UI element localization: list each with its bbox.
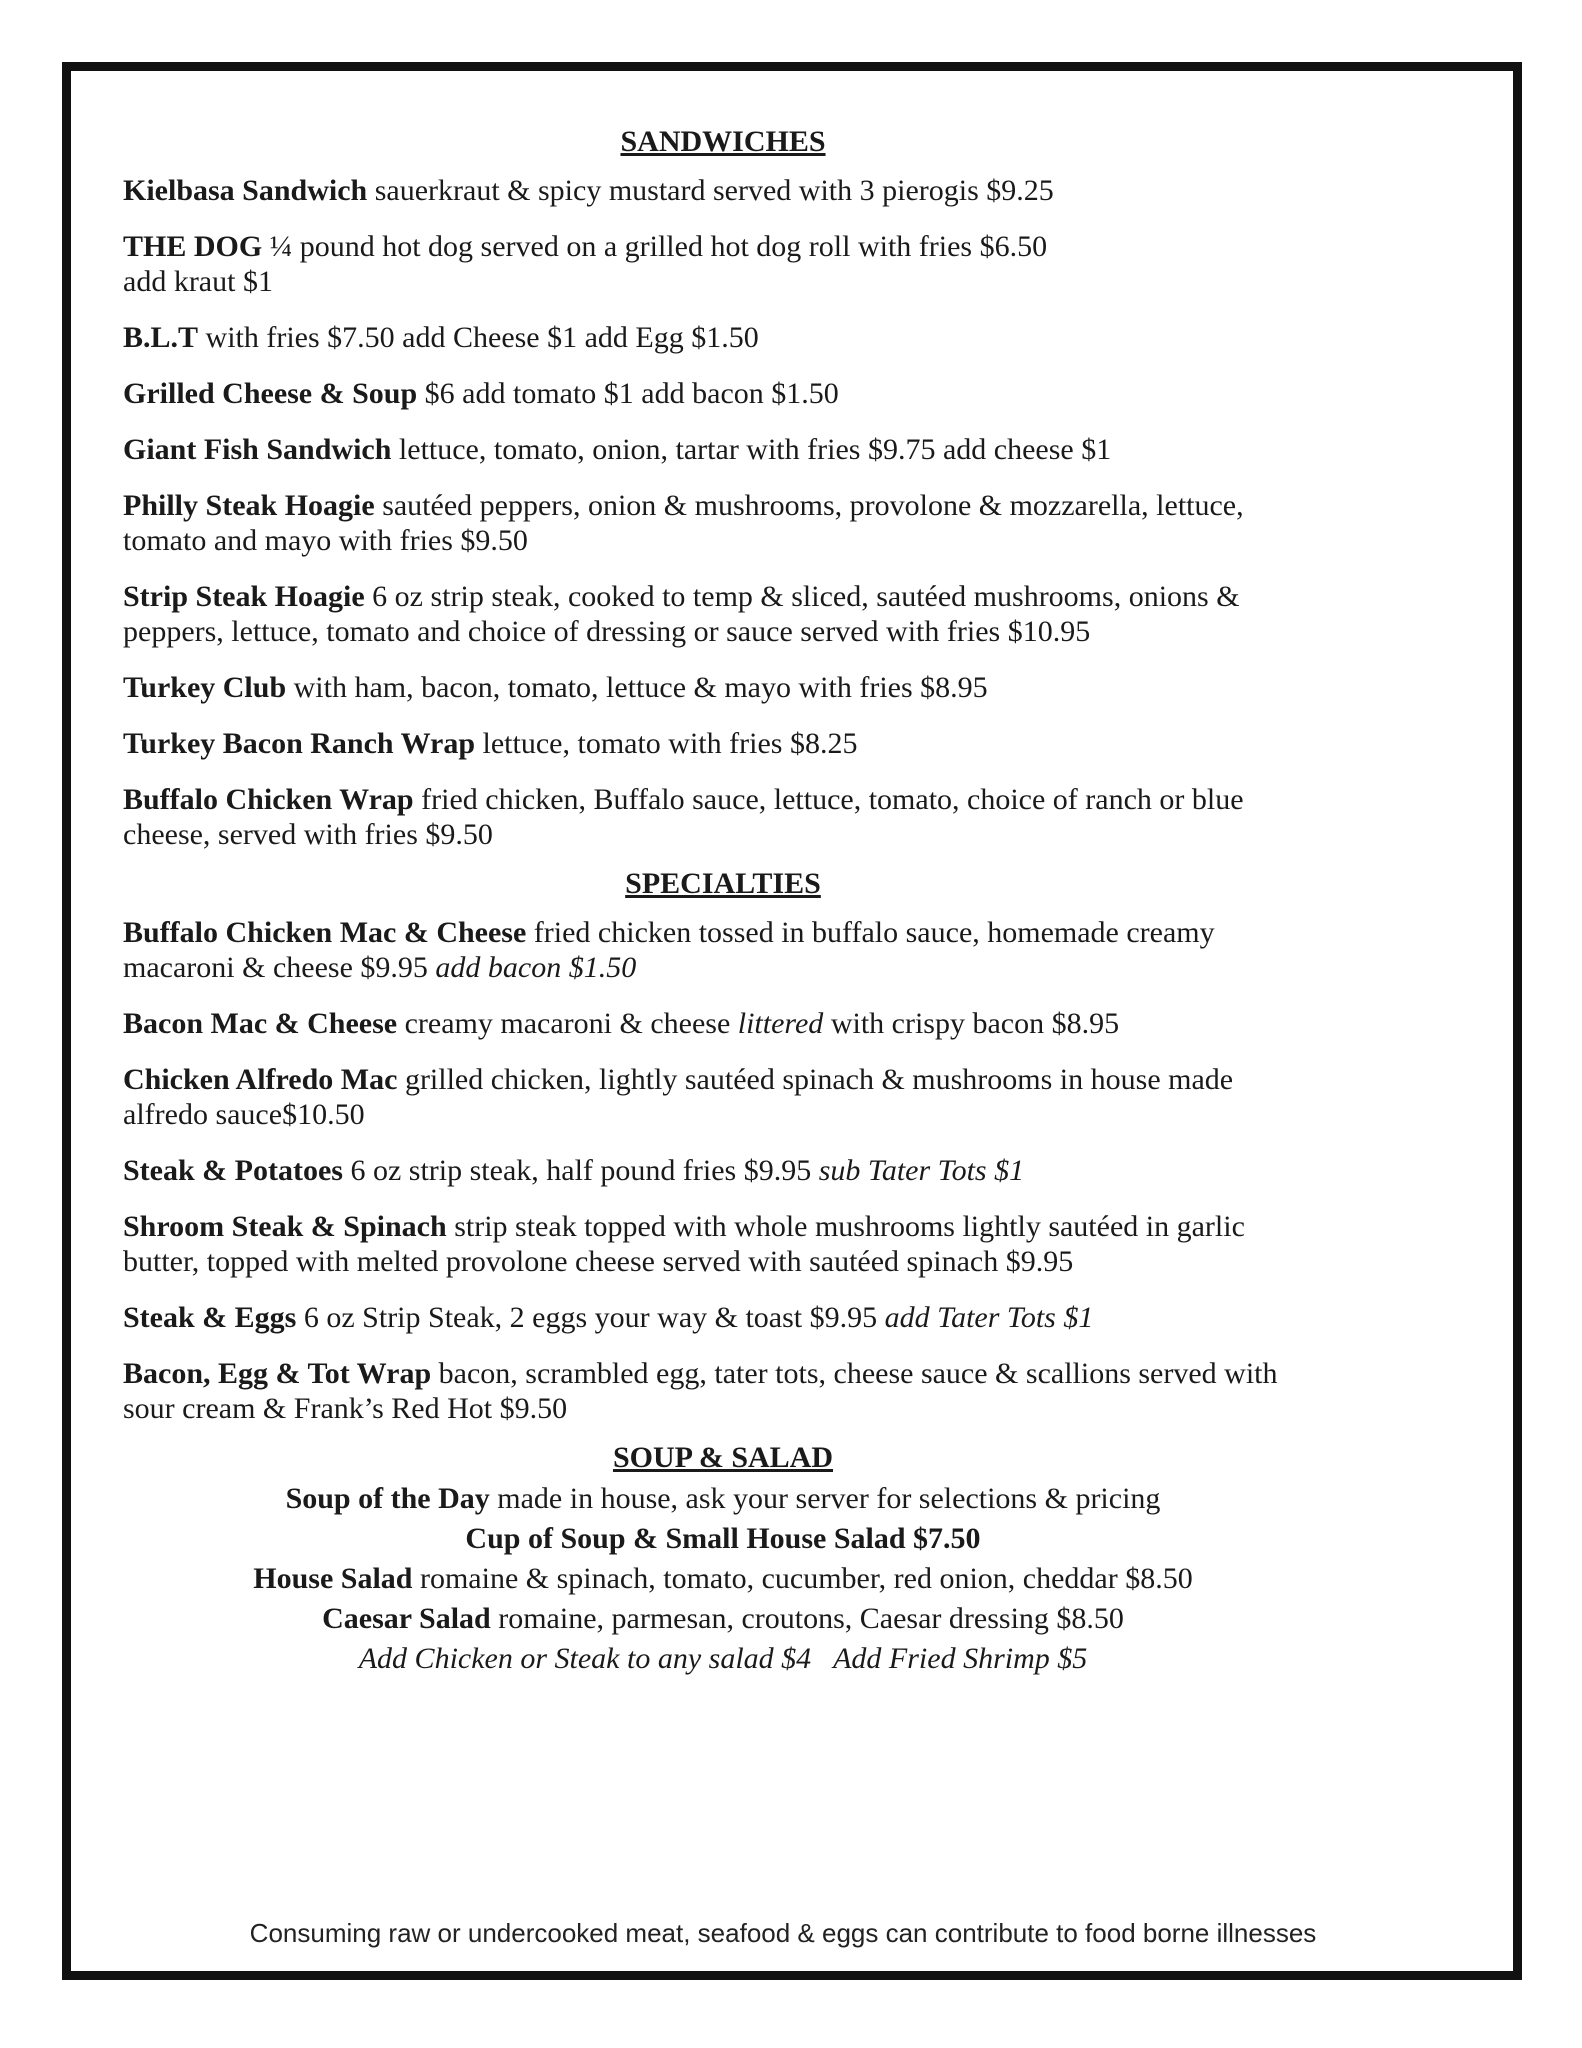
menu-item [123,1356,1323,1426]
item-desc: fried chicken, Buffalo sauce, lettuce, tomato, choice of ranch or blue cheese, served with fries $9.50 [123,783,1244,851]
item-desc: romaine & spinach, tomato, cucumber, red onion, cheddar $8.50 [412,1562,1193,1595]
item-name: Steak & Potatoes [123,1154,343,1187]
item-desc: romaine, parmesan, croutons, Caesar dressing $8.50 [490,1602,1124,1635]
item-emphasis: littered [737,1007,824,1040]
item-desc: made in house, ask your server for selections & pricing [489,1482,1161,1515]
item-desc: 6 oz strip steak, half pound fries $9.95 [342,1154,819,1187]
section-title-specialties: SPECIALTIES [625,867,821,900]
item-desc: ¼ pound hot dog served on a grilled hot dog roll with fries $6.50 [262,230,1048,263]
food-safety-disclaimer: Consuming raw or undercooked meat, seafood & eggs can contribute to food borne illnesses [249,1918,1317,1948]
menu-item [123,1300,1323,1335]
soup-salad-combo: Cup of Soup & Small House Salad $7.50 [465,1522,981,1555]
item-addon: add Tater Tots $1 [884,1301,1094,1334]
item-desc: with fries $7.50 add Cheese $1 add Egg $1.50 [198,321,759,354]
house-salad [123,1559,1323,1599]
menu-item [123,320,1323,355]
item-name: Bacon, Egg & Tot Wrap [123,1357,432,1390]
menu-content [123,124,1323,1679]
item-desc: sauerkraut & spicy mustard served with 3 pierogis $9.25 [367,174,1054,207]
menu-item [123,915,1323,985]
menu-item [123,173,1323,208]
item-name: Steak & Eggs [123,1301,297,1334]
item-name: Buffalo Chicken Mac & Cheese [123,916,527,949]
item-name: Strip Steak Hoagie [123,580,365,613]
item-desc: 6 oz strip steak, cooked to temp & sliced, sautéed mushrooms, onions & peppers, lettuce, tomato and choice of dressing or sauce served with fries $10.95 [123,580,1240,648]
menu-item [123,1209,1323,1279]
item-desc: lettuce, tomato, onion, tartar with fries $9.75 add cheese $1 [391,433,1112,466]
menu-item [123,1062,1323,1132]
item-name: Soup of the Day [285,1482,490,1515]
item-name: THE DOG [123,230,263,263]
item-desc: strip steak topped with whole mushrooms lightly sautéed in garlic butter, topped with melted provolone cheese served with sautéed spinach $9.95 [123,1210,1245,1278]
item-name: Kielbasa Sandwich [123,174,368,207]
item-desc: grilled chicken, lightly sautéed spinach & mushrooms in house made alfredo sauce$10.50 [123,1063,1234,1131]
item-desc: $6 add tomato $1 add bacon $1.50 [417,377,839,410]
item-name: Turkey Bacon Ranch Wrap [123,727,476,760]
item-desc: 6 oz Strip Steak, 2 eggs your way & toast $9.95 [296,1301,885,1334]
item-name: Giant Fish Sandwich [123,433,392,466]
item-name: Shroom Steak & Spinach [123,1210,447,1243]
item-desc: lettuce, tomato with fries $8.25 [475,727,858,760]
soup-of-the-day [123,1479,1323,1519]
item-addon: add bacon $1.50 [435,951,637,984]
item-name: Caesar Salad [322,1602,491,1635]
item-desc: bacon, scrambled egg, tater tots, cheese sauce & scallions served with sour cream & Frank’s Red Hot $9.50 [123,1357,1278,1425]
item-name: Turkey Club [123,671,287,704]
menu-item [123,432,1323,467]
item-desc: with ham, bacon, tomato, lettuce & mayo with fries $8.95 [286,671,988,704]
item-name: Bacon Mac & Cheese [123,1007,398,1040]
item-name: Buffalo Chicken Wrap [123,783,414,816]
item-name: B.L.T [123,321,199,354]
section-title-sandwiches: SANDWICHES [620,125,826,158]
menu-item [123,1006,1323,1041]
item-name: Chicken Alfredo Mac [123,1063,398,1096]
item-name: Grilled Cheese & Soup [123,377,418,410]
item-desc: fried chicken tossed in buffalo sauce, homemade creamy macaroni & cheese $9.95 [123,916,1215,984]
menu-item [123,488,1323,558]
item-desc: sautéed peppers, onion & mushrooms, provolone & mozzarella, lettuce, tomato and mayo with fries $9.50 [123,489,1244,557]
item-addon: sub Tater Tots $1 [818,1154,1025,1187]
item-desc: with crispy bacon $8.95 [823,1007,1120,1040]
item-name: Philly Steak Hoagie [123,489,375,522]
item-desc: creamy macaroni & cheese [397,1007,738,1040]
salad-addons: Add Chicken or Steak to any salad $4 Add Fried Shrimp $5 [358,1642,1088,1675]
menu-item [123,726,1323,761]
menu-item [123,579,1323,649]
menu-item [123,670,1323,705]
menu-item [123,782,1323,852]
menu-item [123,1153,1323,1188]
menu-item [123,376,1323,411]
menu-item [123,229,1323,299]
section-title-soup-salad: SOUP & SALAD [612,1441,834,1474]
item-desc-line2: add kraut $1 [123,265,273,298]
caesar-salad [123,1599,1323,1639]
item-name: House Salad [253,1562,413,1595]
